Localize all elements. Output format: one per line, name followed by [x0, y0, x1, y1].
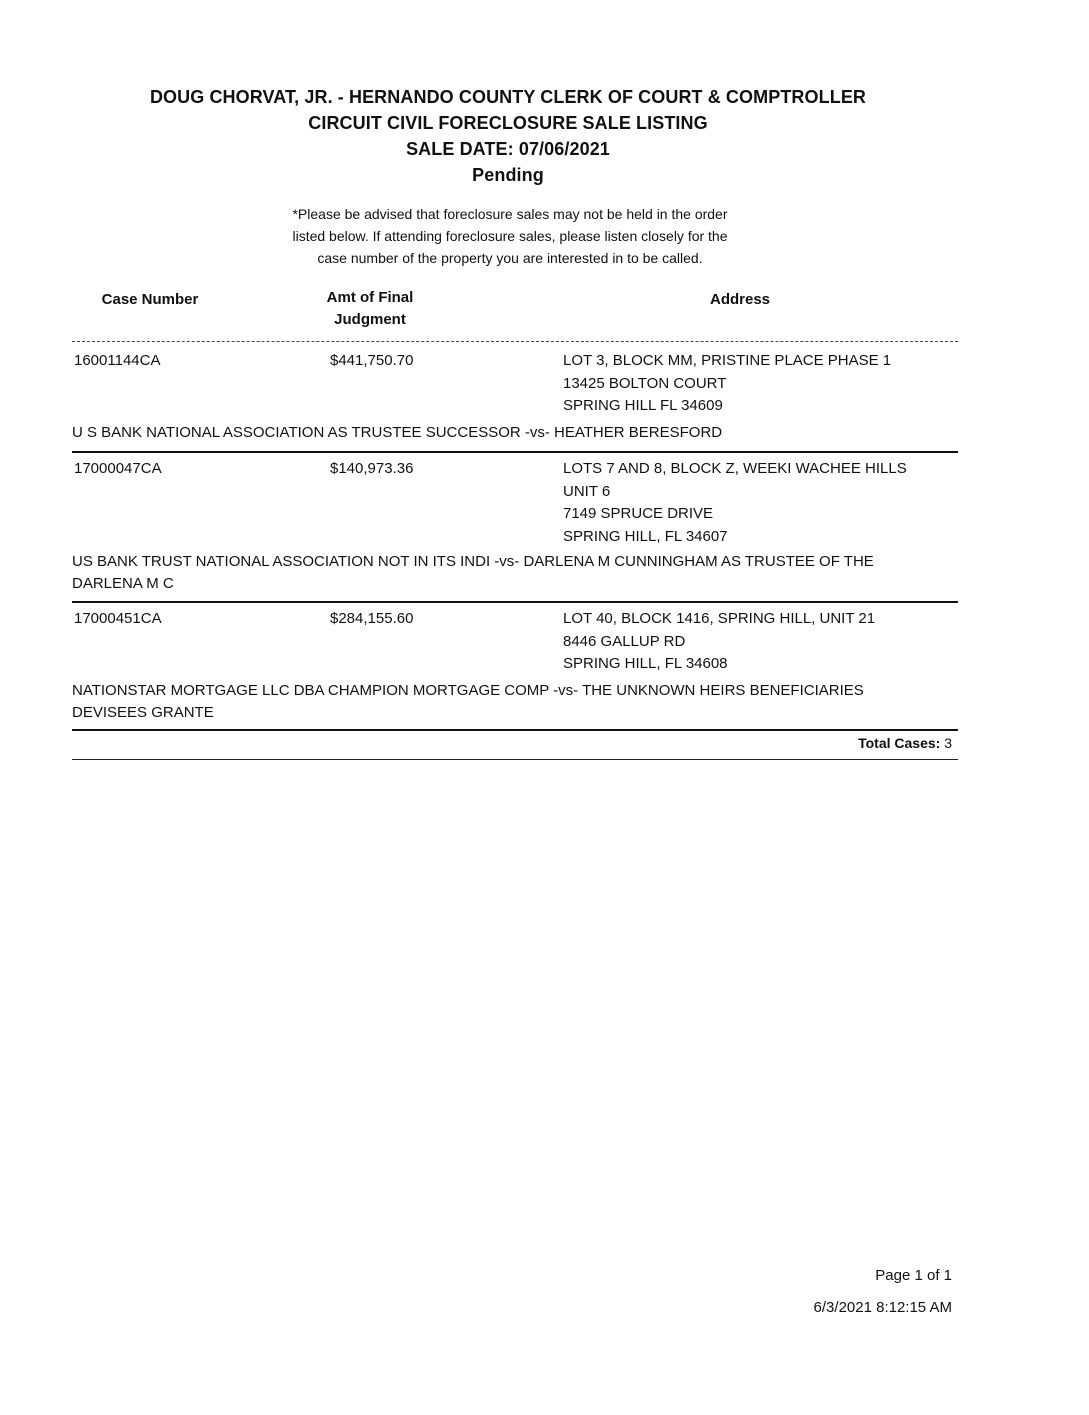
address-line: 8446 GALLUP RD — [563, 632, 686, 650]
address-line: LOT 3, BLOCK MM, PRISTINE PLACE PHASE 1 — [563, 352, 892, 369]
parties-line: US BANK TRUST NATIONAL ASSOCIATION NOT IN ITS INDI -vs- DARLENA M CUNNINGHAM AS TRUSTEE OF THE — [72, 553, 874, 570]
case-number: 16001144CA — [74, 352, 161, 369]
address-line: 13425 BOLTON COURT — [563, 374, 727, 392]
document-header — [0, 84, 1016, 188]
address-line: 7149 SPRUCE DRIVE — [563, 505, 714, 522]
total-cases — [858, 735, 952, 751]
column-header-address: Address — [709, 291, 771, 308]
header-listing-title: CIRCUIT CIVIL FORECLOSURE SALE LISTING — [308, 113, 708, 133]
address-line: SPRING HILL, FL 34608 — [563, 655, 728, 672]
address-line: LOT 40, BLOCK 1416, SPRING HILL, UNIT 21 — [563, 610, 876, 627]
property-address — [563, 458, 907, 548]
notice-line-2: listed below. If attending foreclosure sales, please listen closely for the — [292, 228, 728, 244]
page-number: Page 1 of 1 — [875, 1267, 952, 1284]
property-address — [563, 350, 891, 418]
total-cases-value: 3 — [944, 735, 952, 751]
judgment-amount: $284,155.60 — [330, 610, 414, 627]
address-line: SPRING HILL FL 34609 — [563, 397, 723, 414]
property-address — [563, 608, 875, 676]
advisory-notice — [240, 203, 780, 269]
parties-line: DARLENA M C — [72, 575, 174, 592]
parties-line: NATIONSTAR MORTGAGE LLC DBA CHAMPION MORTGAGE COMP -vs- THE UNKNOWN HEIRS BENEFICIARIES — [72, 682, 864, 699]
parties-line: DEVISEES GRANTE — [72, 704, 214, 721]
header-sale-date: SALE DATE: 07/06/2021 — [406, 139, 610, 159]
row-divider — [72, 451, 958, 453]
header-status: Pending — [472, 165, 544, 185]
parties-line: U S BANK NATIONAL ASSOCIATION AS TRUSTEE SUCCESSOR -vs- HEATHER BERESFORD — [72, 424, 723, 441]
column-header-amount-line2: Judgment — [334, 311, 406, 328]
total-divider — [72, 759, 958, 760]
address-line: SPRING HILL, FL 34607 — [563, 527, 728, 545]
address-line: UNIT 6 — [563, 482, 611, 500]
case-parties — [72, 422, 952, 444]
total-cases-label: Total Cases: — [858, 735, 941, 751]
print-timestamp: 6/3/2021 8:12:15 AM — [813, 1299, 952, 1316]
header-clerk-title: DOUG CHORVAT, JR. - HERNANDO COUNTY CLERK OF COURT & COMPTROLLER — [149, 87, 867, 107]
case-number: 17000451CA — [74, 610, 162, 627]
notice-line-1: *Please be advised that foreclosure sales may not be held in the order — [292, 206, 728, 222]
address-line: LOTS 7 AND 8, BLOCK Z, WEEKI WACHEE HILLS — [563, 460, 907, 477]
column-header-case-number: Case Number — [101, 291, 199, 308]
case-parties — [72, 680, 952, 724]
notice-line-3: case number of the property you are interested in to be called. — [317, 250, 703, 266]
row-divider — [72, 729, 958, 731]
judgment-amount: $140,973.36 — [330, 460, 414, 477]
case-number: 17000047CA — [74, 460, 162, 477]
column-header-amount — [300, 287, 440, 331]
judgment-amount: $441,750.70 — [330, 352, 414, 369]
header-divider — [72, 341, 958, 342]
column-header-amount-line1: Amt of Final — [326, 289, 414, 306]
row-divider — [72, 601, 958, 603]
case-parties — [72, 551, 952, 595]
